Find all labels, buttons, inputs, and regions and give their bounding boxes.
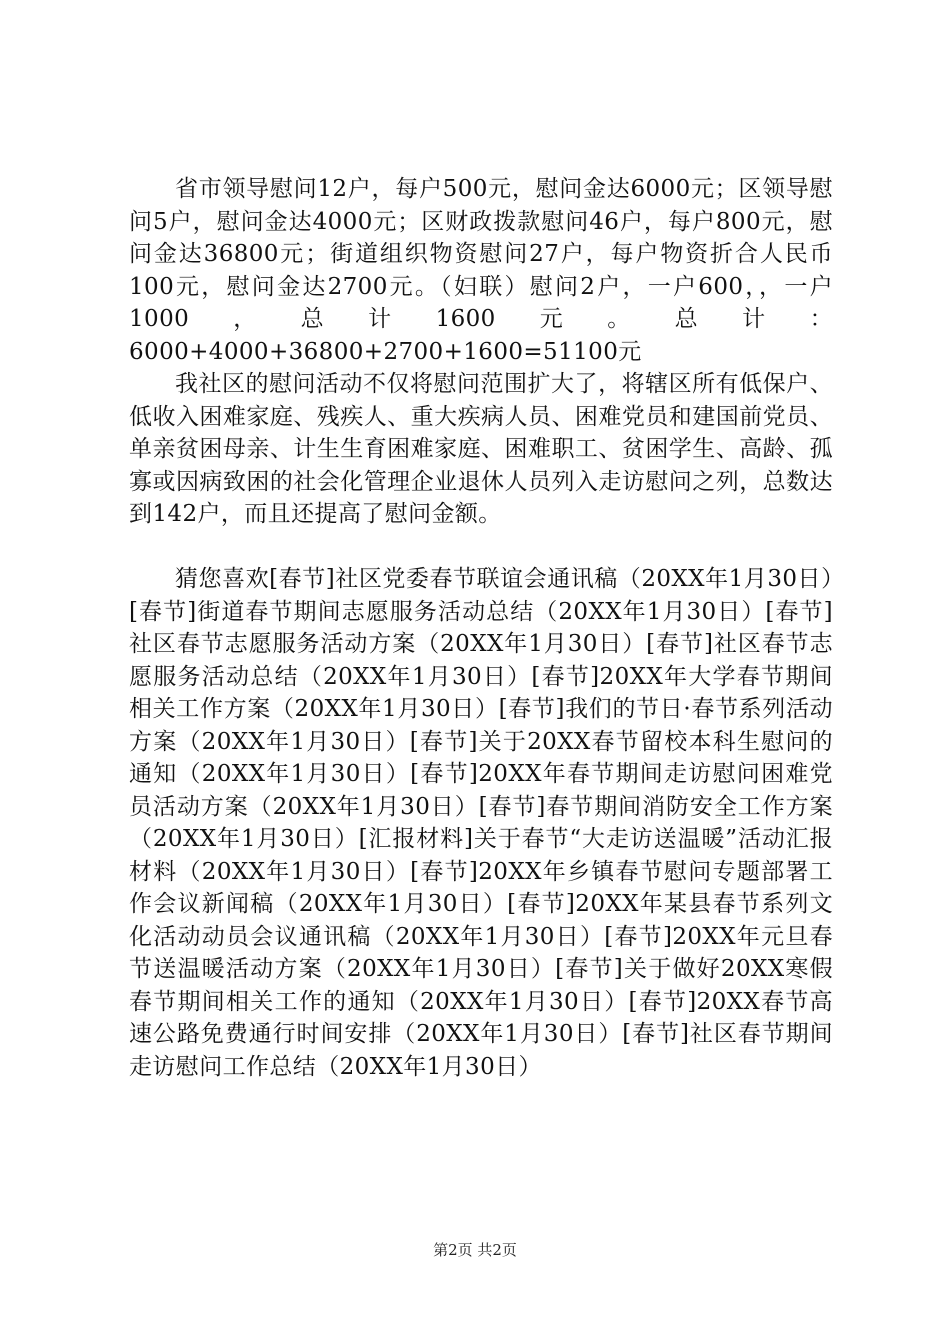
page-number-footer: 第2页 共2页: [433, 1241, 517, 1259]
paragraph-related-articles: 猜您喜欢[春节]社区党委春节联谊会通讯稿（20XX年1月30日）[春节]街道春节期间志愿服务活动总结（20XX年1月30日）[春节]社区春节志愿服务活动方案（20XX年1月30日）[春节]社区春节志愿服务活动总结（20XX年1月30日）[春节]20XX年大学春节期间相关工作方案（20XX年1月30日）[春节]我们的节日·春节系列活动方案（20XX年1月30日）[春节]关于20XX春节留校本科生慰问的通知（20XX年1月30日）[春节]20XX年春节期间走访慰问困难党员活动方案（20XX年1月30日）[春节]春节期间消防安全工作方案（20XX年1月30日）[汇报材料]关于春节“大走访送温暖”活动汇报材料（20XX年1月30日）[春节]20XX年乡镇春节慰问专题部署工作会议新闻稿（20XX年1月30日）[春节]20XX年某县春节系列文化活动动员会议通讯稿（20XX年1月30日）[春节]20XX年元旦春节送温暖活动方案（20XX年1月30日）[春节]关于做好20XX寒假春节期间相关工作的通知（20XX年1月30日）[春节]20XX春节高速公路免费通行时间安排（20XX年1月30日）[春节]社区春节期间走访慰问工作总结（20XX年1月30日）: [129, 566, 833, 1080]
document-body: [129, 173, 833, 1083]
paragraph-spacer: [129, 531, 833, 564]
paragraph-condolence-scope: 我社区的慰问活动不仅将慰问范围扩大了，将辖区所有低保户、低收入困难家庭、残疾人、重大疾病人员、困难党员和建国前党员、单亲贫困母亲、计生生育困难家庭、困难职工、贫困学生、高龄、孤寡或因病致困的社会化管理企业退休人员列入走访慰问之列，总数达到142户，而且还提高了慰问金额。: [129, 371, 833, 527]
paragraph-condolence-amounts: 省市领导慰问12户，每户500元，慰问金达6000元；区领导慰问5户，慰问金达4000元；区财政拨款慰问46户，每户800元，慰问金达36800元；街道组织物资慰问27户，每户物资折合人民币100元，慰问金达2700元。（妇联）慰问2户，一户600，，一户1000，总计1600元。总计：6000+4000+36800+2700+1600=51100元: [129, 176, 833, 365]
